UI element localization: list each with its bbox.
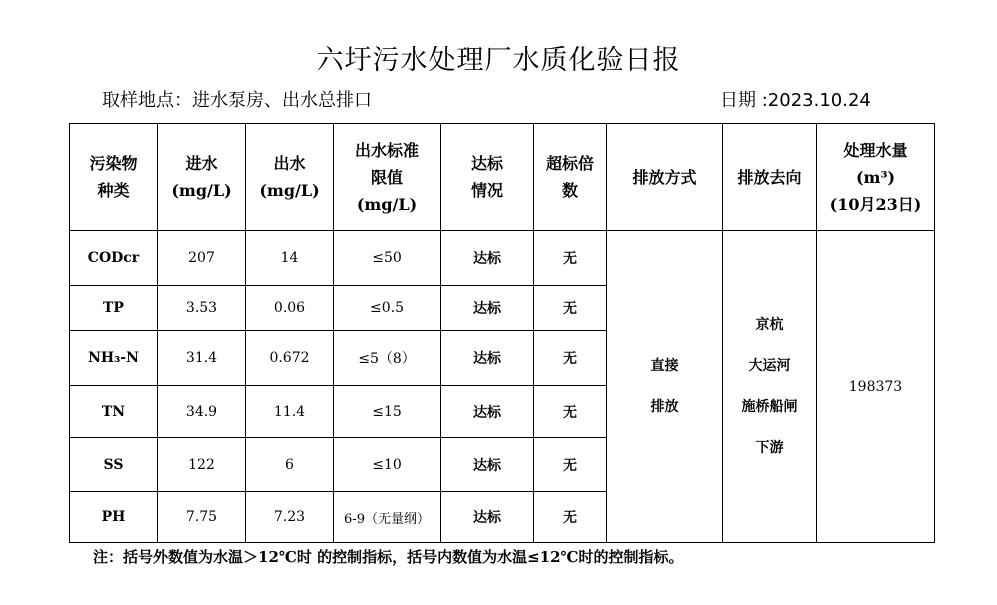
outflow-cell: 0.672 bbox=[246, 331, 334, 386]
header-limit: 出水标准 限值 (mg/L) bbox=[334, 124, 441, 231]
header-volume: 处理水量 (m³) (10月23日) bbox=[817, 124, 935, 231]
discharge-destination-cell: 京杭 大运河 施桥船闸 下游 bbox=[723, 231, 817, 543]
header-outflow: 出水 (mg/L) bbox=[246, 124, 334, 231]
exceed-cell: 无 bbox=[534, 231, 607, 286]
inflow-cell: 122 bbox=[158, 438, 246, 492]
pollutant-cell: PH bbox=[70, 492, 158, 543]
sampling-location: 取样地点：进水泵房、出水总排口 bbox=[102, 90, 372, 111]
pollutant-cell: CODcr bbox=[70, 231, 158, 286]
pollutant-cell: TP bbox=[70, 286, 158, 331]
outflow-cell: 6 bbox=[246, 438, 334, 492]
header-inflow: 进水 (mg/L) bbox=[158, 124, 246, 231]
header-status: 达标 情况 bbox=[441, 124, 534, 231]
outflow-cell: 7.23 bbox=[246, 492, 334, 543]
report-title: 六圩污水处理厂水质化验日报 bbox=[316, 45, 681, 76]
header-exceed: 超标倍 数 bbox=[534, 124, 607, 231]
header-discharge-method: 排放方式 bbox=[607, 124, 723, 231]
outflow-cell: 14 bbox=[246, 231, 334, 286]
status-cell: 达标 bbox=[441, 386, 534, 438]
inflow-cell: 207 bbox=[158, 231, 246, 286]
inflow-cell: 3.53 bbox=[158, 286, 246, 331]
inflow-cell: 34.9 bbox=[158, 386, 246, 438]
limit-cell: ≤5（8） bbox=[334, 331, 441, 386]
inflow-cell: 7.75 bbox=[158, 492, 246, 543]
table-row bbox=[70, 231, 935, 286]
discharge-method-cell: 直接 排放 bbox=[607, 231, 723, 543]
limit-cell: ≤50 bbox=[334, 231, 441, 286]
pollutant-cell: NH₃-N bbox=[70, 331, 158, 386]
exceed-cell: 无 bbox=[534, 386, 607, 438]
volume-cell: 198373 bbox=[817, 231, 935, 543]
status-cell: 达标 bbox=[441, 438, 534, 492]
report-date: 日期 :2023.10.24 bbox=[720, 90, 871, 111]
limit-cell: 6-9（无量纲） bbox=[334, 492, 441, 543]
header-row bbox=[70, 124, 935, 231]
footnote: 注：括号外数值为水温＞12℃时 的控制指标，括号内数值为水温≤12℃时的控制指标。 bbox=[93, 548, 684, 566]
status-cell: 达标 bbox=[441, 286, 534, 331]
pollutant-cell: TN bbox=[70, 386, 158, 438]
status-cell: 达标 bbox=[441, 331, 534, 386]
limit-cell: ≤10 bbox=[334, 438, 441, 492]
header-pollutant: 污染物 种类 bbox=[70, 124, 158, 231]
pollutant-cell: SS bbox=[70, 438, 158, 492]
water-quality-table bbox=[69, 123, 935, 543]
header-discharge-destination: 排放去向 bbox=[723, 124, 817, 231]
exceed-cell: 无 bbox=[534, 286, 607, 331]
outflow-cell: 11.4 bbox=[246, 386, 334, 438]
outflow-cell: 0.06 bbox=[246, 286, 334, 331]
inflow-cell: 31.4 bbox=[158, 331, 246, 386]
status-cell: 达标 bbox=[441, 231, 534, 286]
limit-cell: ≤15 bbox=[334, 386, 441, 438]
exceed-cell: 无 bbox=[534, 492, 607, 543]
exceed-cell: 无 bbox=[534, 331, 607, 386]
status-cell: 达标 bbox=[441, 492, 534, 543]
exceed-cell: 无 bbox=[534, 438, 607, 492]
limit-cell: ≤0.5 bbox=[334, 286, 441, 331]
